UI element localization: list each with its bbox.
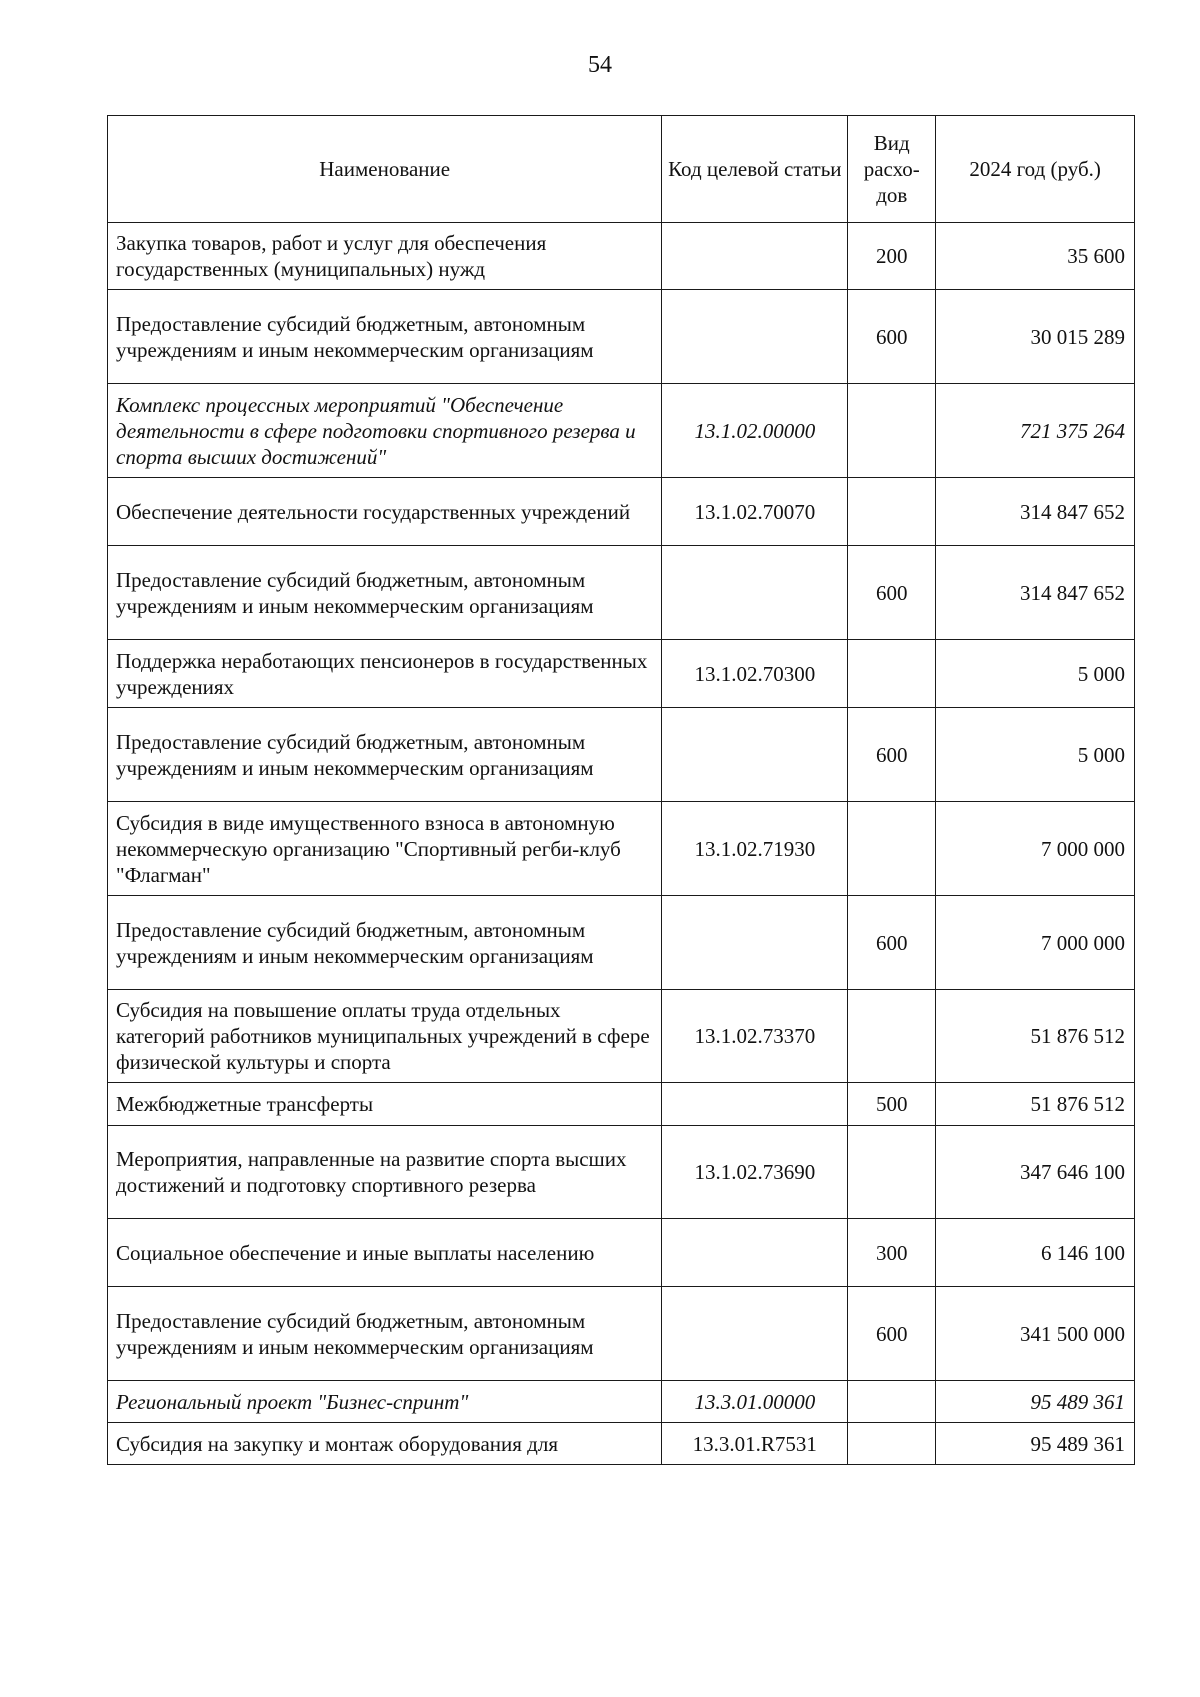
row-name: Комплекс процессных мероприятий "Обеспечение деятельности в сфере подготовки спортивного резерва и спорта высших достижений" xyxy=(108,384,662,478)
row-amount: 6 146 100 xyxy=(936,1219,1135,1287)
row-code xyxy=(662,546,848,640)
table-row xyxy=(108,640,1135,708)
table-row xyxy=(108,1423,1135,1465)
row-code: 13.3.01.R7531 xyxy=(662,1423,848,1465)
row-code: 13.1.02.71930 xyxy=(662,802,848,896)
table-row xyxy=(108,990,1135,1083)
row-name: Мероприятия, направленные на развитие спорта высших достижений и подготовку спортивного резерва xyxy=(108,1126,662,1219)
table-row xyxy=(108,223,1135,290)
row-name: Поддержка неработающих пенсионеров в государственных учреждениях xyxy=(108,640,662,708)
table-row xyxy=(108,896,1135,990)
row-amount: 347 646 100 xyxy=(936,1126,1135,1219)
row-name: Закупка товаров, работ и услуг для обеспечения государственных (муниципальных) нужд xyxy=(108,223,662,290)
row-expense-type: 500 xyxy=(848,1083,936,1126)
table-header-row xyxy=(108,116,1135,223)
row-expense-type xyxy=(848,384,936,478)
row-expense-type xyxy=(848,640,936,708)
row-amount: 341 500 000 xyxy=(936,1287,1135,1381)
table-row xyxy=(108,1083,1135,1126)
row-expense-type: 600 xyxy=(848,290,936,384)
row-name: Субсидия на закупку и монтаж оборудования для xyxy=(108,1423,662,1465)
table-row xyxy=(108,1219,1135,1287)
row-amount: 30 015 289 xyxy=(936,290,1135,384)
row-expense-type: 600 xyxy=(848,896,936,990)
row-expense-type xyxy=(848,1381,936,1423)
table-row xyxy=(108,1126,1135,1219)
row-name: Предоставление субсидий бюджетным, автономным учреждениям и иным некоммерческим организациям xyxy=(108,290,662,384)
table-row xyxy=(108,708,1135,802)
row-expense-type: 200 xyxy=(848,223,936,290)
row-amount: 51 876 512 xyxy=(936,1083,1135,1126)
table-row xyxy=(108,802,1135,896)
row-expense-type: 600 xyxy=(848,1287,936,1381)
row-code: 13.1.02.73690 xyxy=(662,1126,848,1219)
row-amount: 35 600 xyxy=(936,223,1135,290)
row-code xyxy=(662,1287,848,1381)
header-name: Наименование xyxy=(108,116,662,223)
row-code xyxy=(662,1083,848,1126)
row-expense-type xyxy=(848,802,936,896)
row-amount: 721 375 264 xyxy=(936,384,1135,478)
row-amount: 7 000 000 xyxy=(936,896,1135,990)
row-expense-type xyxy=(848,1423,936,1465)
row-amount: 51 876 512 xyxy=(936,990,1135,1083)
row-name: Субсидия в виде имущественного взноса в автономную некоммерческую организацию "Спортивный регби-клуб "Флагман" xyxy=(108,802,662,896)
row-code: 13.1.02.70070 xyxy=(662,478,848,546)
header-amount: 2024 год (руб.) xyxy=(936,116,1135,223)
budget-table xyxy=(107,115,1135,1465)
header-code: Код целевой статьи xyxy=(662,116,848,223)
table-row xyxy=(108,1287,1135,1381)
row-amount: 95 489 361 xyxy=(936,1423,1135,1465)
row-name: Региональный проект "Бизнес-спринт" xyxy=(108,1381,662,1423)
row-name: Предоставление субсидий бюджетным, автономным учреждениям и иным некоммерческим организациям xyxy=(108,708,662,802)
row-expense-type: 600 xyxy=(848,708,936,802)
row-name: Предоставление субсидий бюджетным, автономным учреждениям и иным некоммерческим организациям xyxy=(108,546,662,640)
table-row xyxy=(108,384,1135,478)
row-name: Социальное обеспечение и иные выплаты населению xyxy=(108,1219,662,1287)
row-amount: 95 489 361 xyxy=(936,1381,1135,1423)
row-code: 13.1.02.73370 xyxy=(662,990,848,1083)
row-amount: 314 847 652 xyxy=(936,478,1135,546)
page-number: 54 xyxy=(588,52,612,78)
row-code: 13.3.01.00000 xyxy=(662,1381,848,1423)
table-row xyxy=(108,290,1135,384)
row-amount: 5 000 xyxy=(936,708,1135,802)
row-expense-type: 600 xyxy=(848,546,936,640)
row-code xyxy=(662,896,848,990)
table-row xyxy=(108,546,1135,640)
table-body xyxy=(108,223,1135,1465)
row-amount: 5 000 xyxy=(936,640,1135,708)
row-code: 13.1.02.70300 xyxy=(662,640,848,708)
row-amount: 314 847 652 xyxy=(936,546,1135,640)
row-expense-type: 300 xyxy=(848,1219,936,1287)
row-expense-type xyxy=(848,478,936,546)
table-row xyxy=(108,1381,1135,1423)
row-name: Субсидия на повышение оплаты труда отдельных категорий работников муниципальных учреждений в сфере физической культуры и спорта xyxy=(108,990,662,1083)
row-code xyxy=(662,708,848,802)
row-name: Предоставление субсидий бюджетным, автономным учреждениям и иным некоммерческим организациям xyxy=(108,896,662,990)
row-amount: 7 000 000 xyxy=(936,802,1135,896)
row-expense-type xyxy=(848,1126,936,1219)
row-name: Предоставление субсидий бюджетным, автономным учреждениям и иным некоммерческим организациям xyxy=(108,1287,662,1381)
row-expense-type xyxy=(848,990,936,1083)
row-name: Межбюджетные трансферты xyxy=(108,1083,662,1126)
header-type: Вид расхо- дов xyxy=(848,116,936,223)
row-code xyxy=(662,223,848,290)
table-row xyxy=(108,478,1135,546)
row-code xyxy=(662,1219,848,1287)
row-code xyxy=(662,290,848,384)
row-code: 13.1.02.00000 xyxy=(662,384,848,478)
row-name: Обеспечение деятельности государственных учреждений xyxy=(108,478,662,546)
